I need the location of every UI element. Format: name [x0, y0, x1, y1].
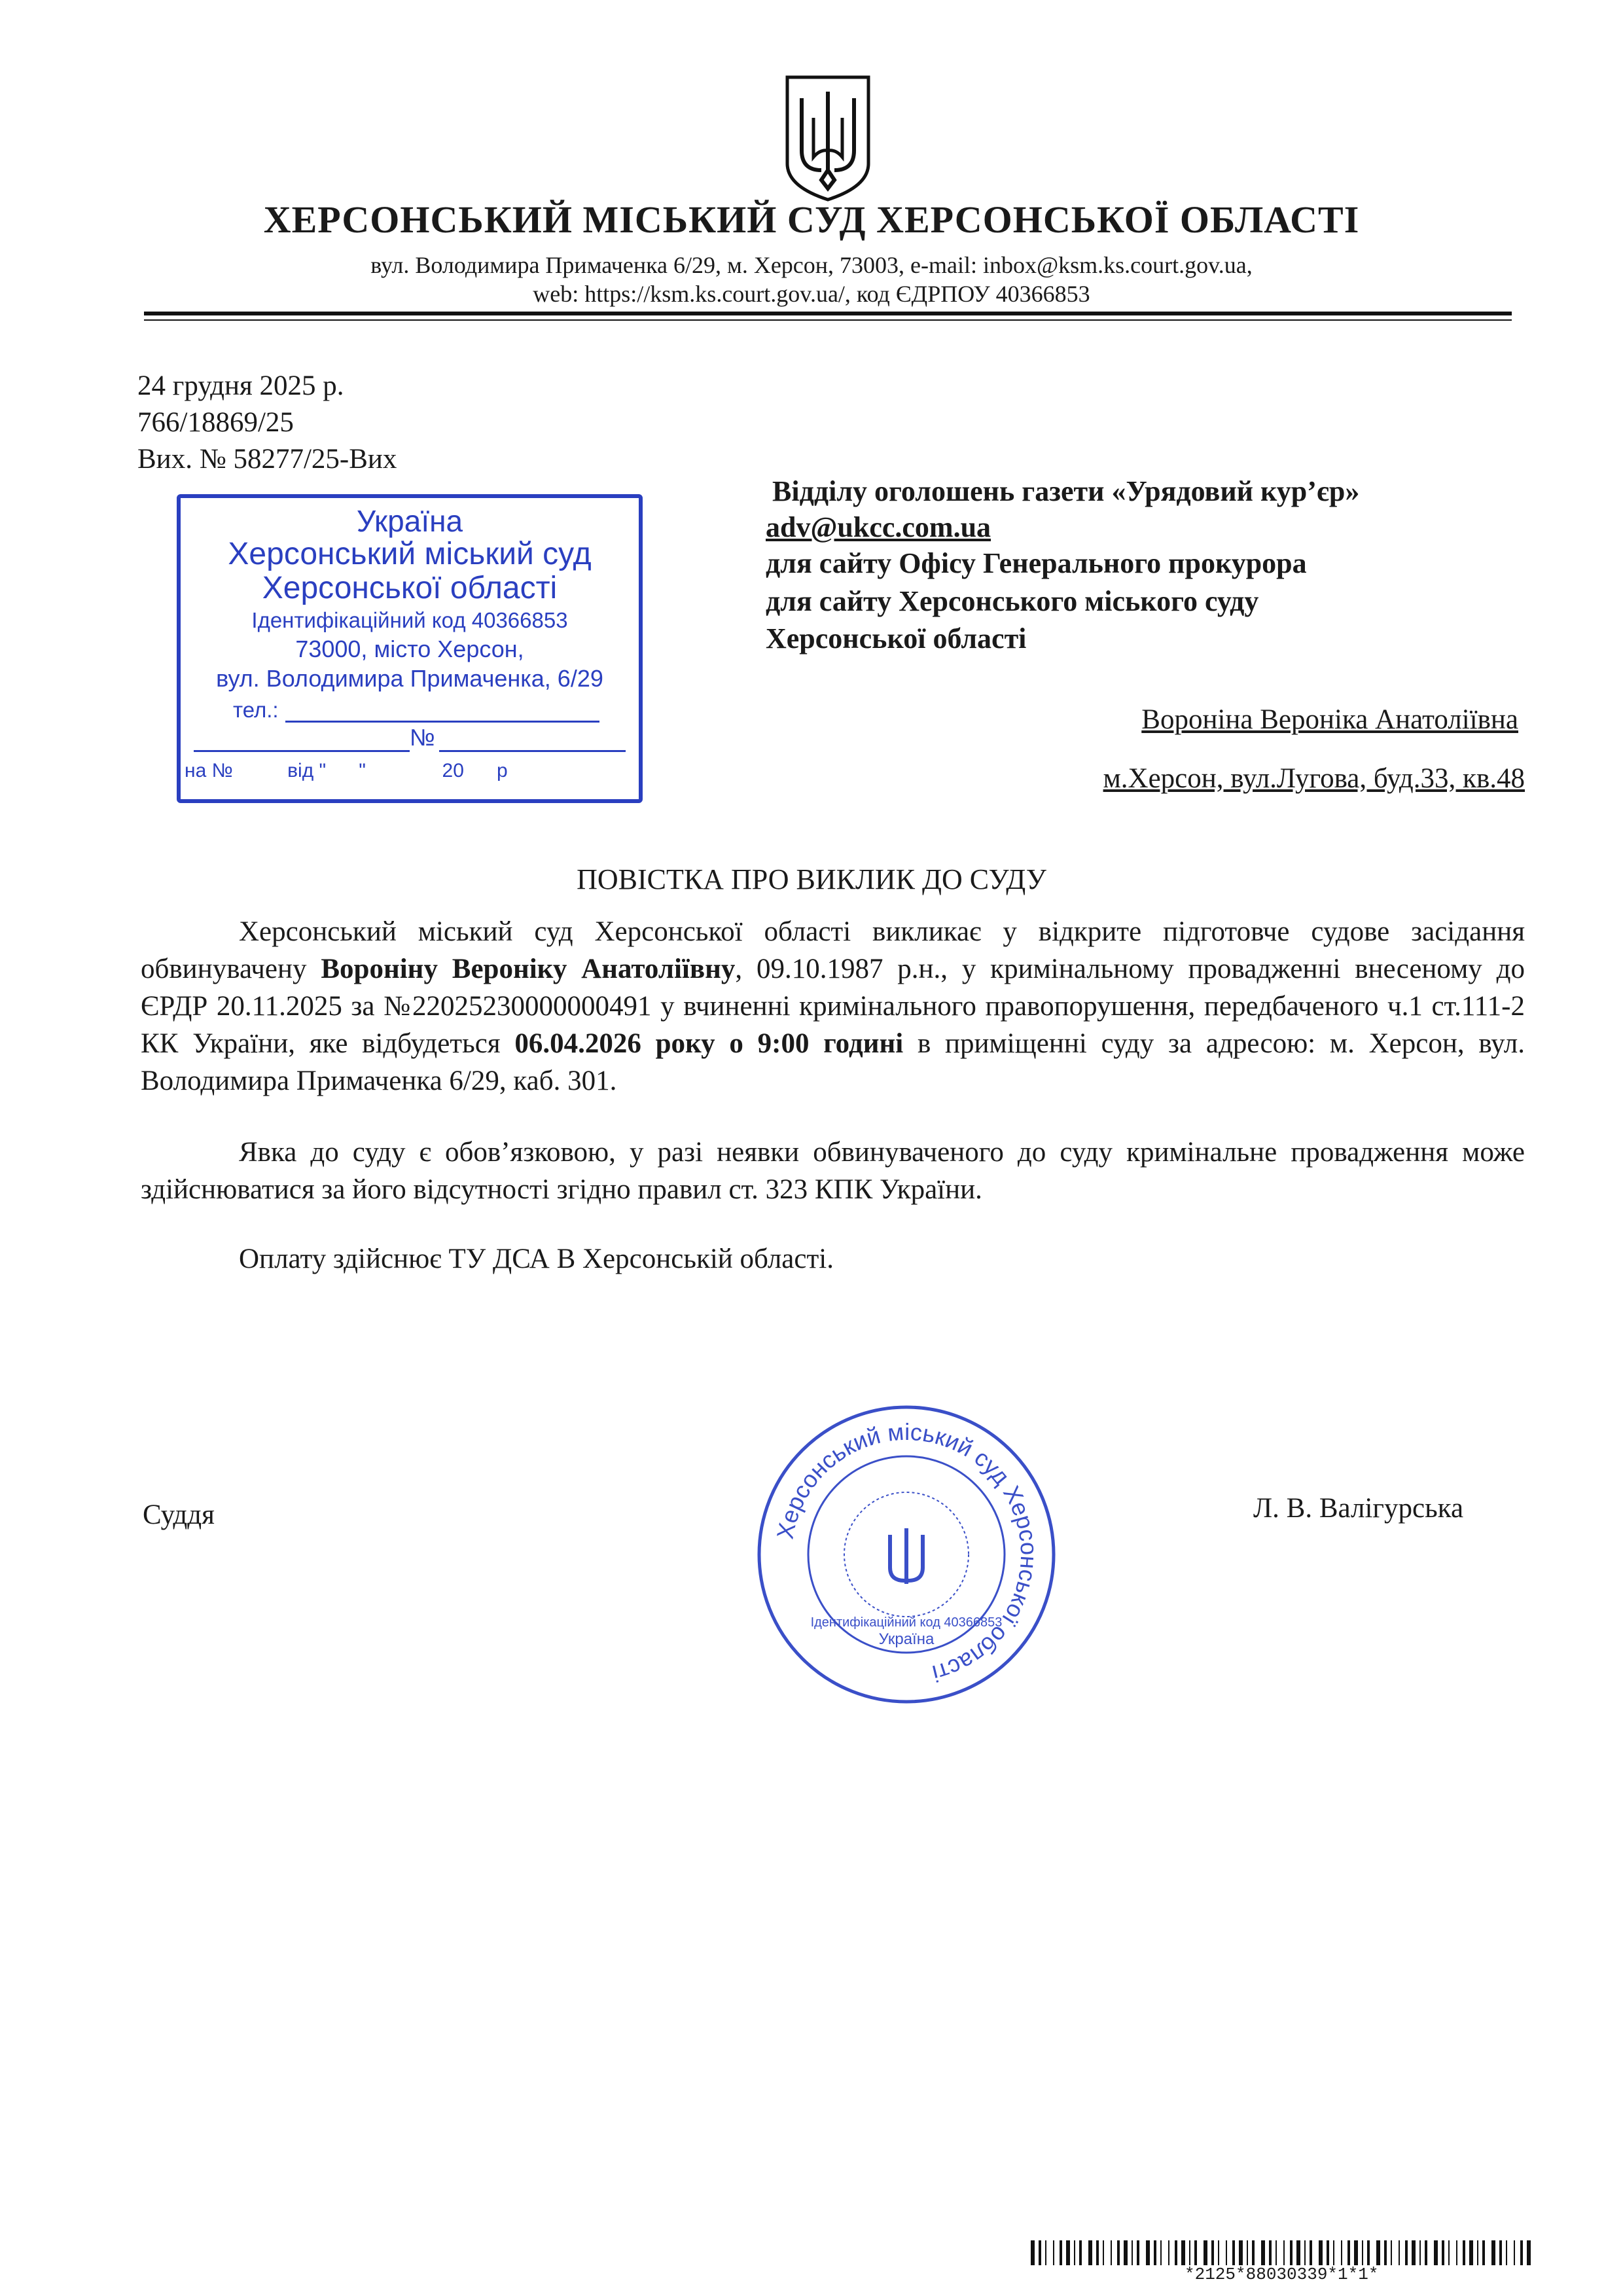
- stamp-city: 73000, місто Херсон,: [295, 636, 524, 662]
- barcode-bar: [1226, 2240, 1227, 2265]
- barcode-bar: [1232, 2240, 1235, 2265]
- barcode-bar: [1117, 2240, 1120, 2265]
- summons-text-case: , 09.10.1987 р.н., у кримінальному провадженні внесеному до ЄРДР 20.11.2025 за №22025230000000491 у вчиненні кримінального правопорушення, передбаченого ч.1 ст.111-2 КК України, яке відбудеться: [141, 954, 1525, 1059]
- stamp-bottom-line: на № від " " 20 р: [185, 760, 508, 781]
- barcode-bar: [1333, 2240, 1334, 2265]
- barcode-bar: [1132, 2240, 1133, 2265]
- barcode-bar: [1310, 2240, 1312, 2265]
- barcode-bar: [1341, 2240, 1342, 2265]
- barcode-bar: [1499, 2240, 1502, 2265]
- barcode-bar: [1031, 2240, 1035, 2265]
- payment-paragraph: Оплату здійснює ТУ ДСА В Херсонській області.: [239, 1244, 834, 1274]
- barcode-bar: [1362, 2240, 1363, 2265]
- barcode-bar: [1520, 2240, 1523, 2265]
- barcode-bar: [1405, 2240, 1408, 2265]
- barcode-bar: [1194, 2240, 1197, 2265]
- barcode-bar: [1463, 2240, 1465, 2265]
- barcode-bar: [1218, 2240, 1219, 2265]
- stamp-no-line-left: [194, 750, 410, 752]
- seal-bottom-text: Україна: [878, 1630, 935, 1648]
- summons-text-intro: Херсонський міський суд Херсонської області викликає у відкрите підготовче судове засідання обвинувачену: [141, 916, 1525, 984]
- barcode-bar: [1304, 2240, 1306, 2265]
- stamp-region: Херсонської області: [262, 571, 558, 605]
- recipient-court-site: для сайту Херсонського міського суду: [766, 585, 1259, 617]
- addressee-address: м.Херсон, вул.Лугова, буд.33, кв.48: [1103, 763, 1525, 794]
- case-number: 766/18869/25: [137, 407, 294, 438]
- barcode-bar: [1319, 2240, 1323, 2265]
- barcode-bar: [1060, 2240, 1062, 2265]
- stamp-tel-label: тел.:: [233, 698, 279, 722]
- barcode-bar: [1456, 2240, 1457, 2265]
- barcode-bar: [1482, 2240, 1485, 2265]
- court-address-line1: вул. Володимира Примаченка 6/29, м. Херсон, 73003, e-mail: inbox@ksm.ks.court.gov.ua,: [370, 252, 1253, 278]
- stamp-id-code: Ідентифікаційний код 40366853: [251, 608, 568, 632]
- outgoing-number: Вих. № 58277/25-Вих: [137, 444, 397, 475]
- signature-role: Суддя: [143, 1499, 215, 1530]
- recipient-court-region: Херсонської області: [766, 622, 1027, 655]
- barcode-bar: [1103, 2240, 1104, 2265]
- barcode-bar: [1096, 2240, 1099, 2265]
- barcode-bar: [1146, 2240, 1150, 2265]
- document-title: ПОВІСТКА ПРО ВИКЛИК ДО СУДУ: [577, 863, 1046, 895]
- stamp-country: Україна: [356, 504, 463, 538]
- court-address-line2: web: https://ksm.ks.court.gov.ua/, код ЄДРПОУ 40366853: [533, 281, 1090, 307]
- barcode-bar: [1419, 2240, 1421, 2265]
- stamp-street: вул. Володимира Примаченка, 6/29: [216, 665, 603, 692]
- barcode-bar: [1448, 2240, 1450, 2265]
- barcode-bar: [1088, 2240, 1092, 2265]
- barcode-bar: [1124, 2240, 1128, 2265]
- registration-stamp: [177, 494, 643, 803]
- barcode-bar: [1154, 2240, 1156, 2265]
- barcode-bar: [1079, 2240, 1082, 2265]
- barcode-bar: [1181, 2240, 1185, 2265]
- recipient-newspaper: Відділу оголошень газети «Урядовий кур’єр»: [772, 475, 1360, 507]
- hearing-datetime: 06.04.2026 року о 9:00 годині: [514, 1028, 904, 1059]
- barcode-bar: [1168, 2240, 1169, 2265]
- barcode-bar: [1066, 2240, 1070, 2265]
- barcode-bar: [1283, 2240, 1285, 2265]
- barcode-bar: [1269, 2240, 1272, 2265]
- barcode-bar: [1367, 2240, 1370, 2265]
- summons-text-place: в приміщенні суду за адресою: м. Херсон, вул. Володимира Примаченка 6/29, каб. 301.: [141, 1028, 1525, 1096]
- accused-name: Вороніну Вероніку Анатоліївну: [321, 954, 736, 984]
- barcode-bar: [1506, 2240, 1507, 2265]
- barcode-bar: [1189, 2240, 1190, 2265]
- barcode-bar: [1425, 2240, 1427, 2265]
- barcode-bar: [1491, 2240, 1495, 2265]
- seal-inner-text: Ідентифікаційний код 40366853: [810, 1615, 1003, 1630]
- stamp-no-label: №: [410, 724, 435, 751]
- letter-date: 24 грудня 2025 р.: [137, 370, 344, 401]
- barcode-bar: [1204, 2240, 1207, 2265]
- barcode-bar: [1327, 2240, 1329, 2265]
- recipient-email: adv@ukcc.com.ua: [766, 511, 991, 543]
- barcode-bar: [1399, 2240, 1400, 2265]
- barcode-bar: [1477, 2240, 1478, 2265]
- barcode-bar: [1442, 2240, 1444, 2265]
- summons-paragraph: [141, 913, 1525, 1100]
- barcode-bar: [1039, 2240, 1041, 2265]
- barcode-bar: [1469, 2240, 1473, 2265]
- barcode-bar: [1527, 2240, 1531, 2265]
- barcode-bar: [1175, 2240, 1177, 2265]
- barcode-bar: [1296, 2240, 1300, 2265]
- barcode-bar: [1275, 2240, 1277, 2265]
- barcode: [1031, 2240, 1535, 2265]
- header-rule-thin: [144, 319, 1512, 321]
- court-seal: [753, 1401, 1060, 1708]
- tryzub-icon: [782, 72, 874, 203]
- barcode-bar: [1111, 2240, 1112, 2265]
- seal-ring-text: Херсонський міський суд Херсонської області: [771, 1418, 1043, 1688]
- header-rule: [144, 312, 1512, 315]
- barcode-bar: [1247, 2240, 1248, 2265]
- barcode-text: *2125*88030339*1*1*: [1185, 2265, 1379, 2284]
- barcode-bar: [1053, 2240, 1054, 2265]
- barcode-bar: [1384, 2240, 1387, 2265]
- stamp-tel-line: [285, 721, 599, 723]
- barcode-bar: [1354, 2240, 1358, 2265]
- barcode-bar: [1434, 2240, 1438, 2265]
- barcode-bar: [1137, 2240, 1139, 2265]
- barcode-bar: [1074, 2240, 1075, 2265]
- signature-name: Л. В. Валігурська: [1253, 1493, 1464, 1524]
- court-name: ХЕРСОНСЬКИЙ МІСЬКИЙ СУД ХЕРСОНСЬКОЇ ОБЛАСТІ: [263, 198, 1360, 241]
- barcode-bar: [1347, 2240, 1350, 2265]
- barcode-bar: [1239, 2240, 1243, 2265]
- barcode-bar: [1045, 2240, 1046, 2265]
- barcode-bar: [1391, 2240, 1392, 2265]
- barcode-bar: [1261, 2240, 1265, 2265]
- barcode-bar: [1514, 2240, 1515, 2265]
- barcode-bar: [1412, 2240, 1416, 2265]
- addressee-name: Вороніна Вероніка Анатоліївна: [1141, 704, 1518, 735]
- barcode-bar: [1211, 2240, 1214, 2265]
- attendance-paragraph: Явка до суду є обов’язковою, у разі неявки обвинуваченого до суду кримінальне провадження може здійснюватися за його відсутності згідно правил ст. 323 КПК України.: [141, 1137, 1525, 1205]
- barcode-bar: [1290, 2240, 1293, 2265]
- barcode-bar: [1252, 2240, 1255, 2265]
- barcode-bar: [1160, 2240, 1162, 2265]
- recipient-prosecutor-site: для сайту Офісу Генерального прокурора: [766, 547, 1307, 579]
- barcode-bar: [1376, 2240, 1380, 2265]
- stamp-no-line-right: [439, 750, 626, 752]
- stamp-court-name: Херсонський міський суд: [228, 537, 592, 571]
